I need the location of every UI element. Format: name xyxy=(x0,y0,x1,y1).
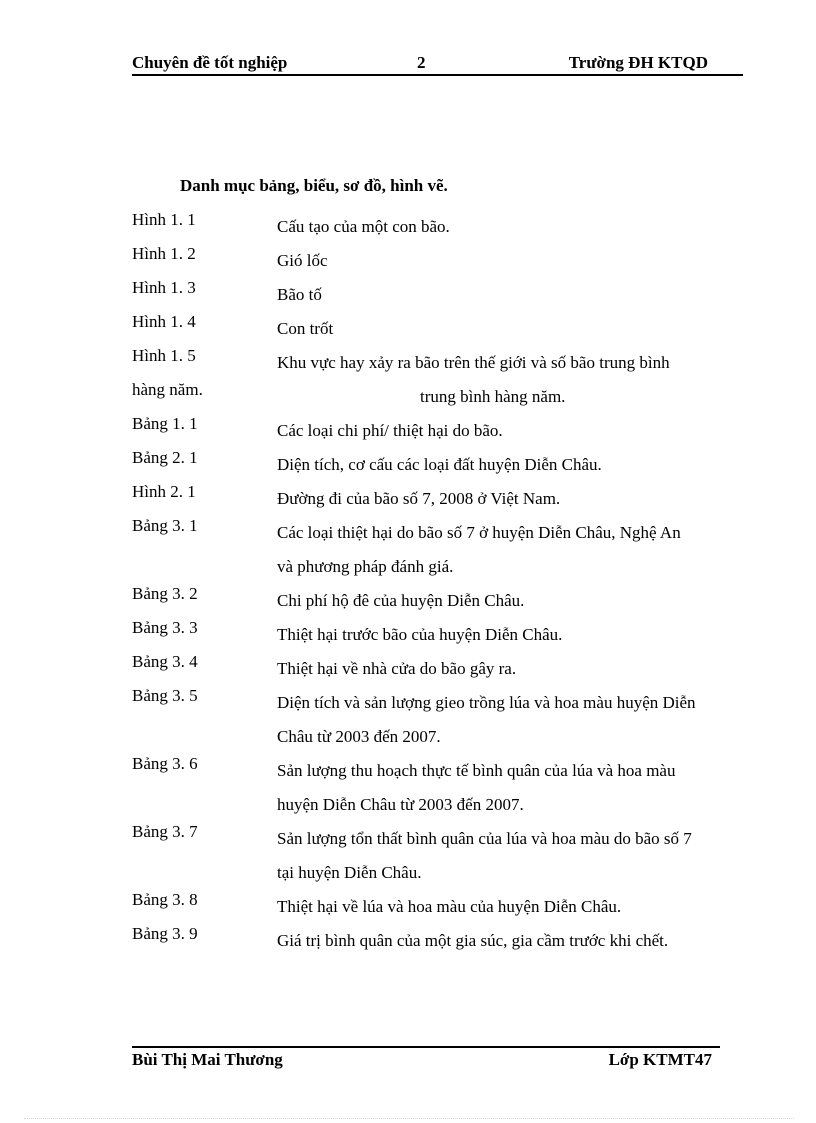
list-item-label: Bảng 3. 2 xyxy=(132,584,198,603)
footer-class: Lớp KTMT47 xyxy=(608,1050,712,1069)
list-item-label: Hình 1. 1 xyxy=(132,210,196,229)
list-item-caption: Diện tích, cơ cấu các loại đất huyện Diễn Châu. xyxy=(277,455,602,474)
list-item-caption: Con trốt xyxy=(277,319,334,338)
list-item-label: Hình 1. 4 xyxy=(132,312,196,331)
page-bottom-edge xyxy=(24,1118,794,1119)
list-item-caption: huyện Diễn Châu từ 2003 đến 2007. xyxy=(277,795,524,814)
list-item-caption: Sản lượng tổn thất bình quân của lúa và hoa màu do bão số 7 xyxy=(277,829,692,848)
list-item xyxy=(132,822,742,890)
list-item-caption: Khu vực hay xảy ra bão trên thế giới và số bão trung bình xyxy=(277,353,670,372)
list-item-label: Bảng 3. 7 xyxy=(132,822,198,841)
list-item-label: Hình 1. 3 xyxy=(132,278,196,297)
list-item xyxy=(132,618,742,652)
list-item-label: Hình 1. 2 xyxy=(132,244,196,263)
list-item xyxy=(132,890,742,924)
list-item-label: Hình 2. 1 xyxy=(132,482,196,501)
list-item-caption: Bão tố xyxy=(277,285,322,304)
list-item-label: Bảng 3. 3 xyxy=(132,618,198,637)
list-item-caption: Giá trị bình quân của một gia súc, gia cầm trước khi chết. xyxy=(277,931,669,950)
list-item xyxy=(132,448,742,482)
list-item-label: Bảng 3. 1 xyxy=(132,516,198,535)
list-item-caption: trung bình hàng năm. xyxy=(420,387,566,406)
list-item xyxy=(132,414,742,448)
list-item-label: Bảng 3. 9 xyxy=(132,924,198,943)
list-item-caption: Châu từ 2003 đến 2007. xyxy=(277,727,441,746)
list-item xyxy=(132,652,742,686)
list-item-caption: Thiệt hại về nhà cửa do bão gây ra. xyxy=(277,659,517,678)
page-header xyxy=(132,53,742,75)
footer-rule xyxy=(132,1046,720,1048)
list-item-caption: Thiệt hại về lúa và hoa màu của huyện Diễn Châu. xyxy=(277,897,622,916)
list-item xyxy=(132,380,742,414)
list-item-label: Bảng 3. 6 xyxy=(132,754,198,773)
list-item-label: Bảng 3. 5 xyxy=(132,686,198,705)
list-item-caption: Diện tích và sản lượng gieo trồng lúa và hoa màu huyện Diễn xyxy=(277,693,696,712)
list-item xyxy=(132,278,742,312)
list-item-label: Bảng 3. 4 xyxy=(132,652,198,671)
list-item xyxy=(132,686,742,754)
list-item xyxy=(132,346,742,380)
list-item xyxy=(132,210,742,244)
list-item-caption: Chi phí hộ đê của huyện Diễn Châu. xyxy=(277,591,525,610)
list-item-caption: Các loại chi phí/ thiệt hại do bão. xyxy=(277,421,503,440)
list-item xyxy=(132,584,742,618)
list-item-caption: Cấu tạo của một con bão. xyxy=(277,217,450,236)
list-item-label: Bảng 1. 1 xyxy=(132,414,198,433)
header-page-number: 2 xyxy=(417,53,426,72)
footer-author: Bùi Thị Mai Thương xyxy=(132,1050,283,1069)
list-item-caption: Sản lượng thu hoạch thực tế bình quân của lúa và hoa màu xyxy=(277,761,676,780)
list-item xyxy=(132,924,742,958)
list-item-label: Hình 1. 5 xyxy=(132,346,196,365)
list-item xyxy=(132,516,742,584)
list-item-label: Bảng 3. 8 xyxy=(132,890,198,909)
list-item-label: hàng năm. xyxy=(132,380,203,399)
list-item xyxy=(132,482,742,516)
list-item-caption: Đường đi của bão số 7, 2008 ở Việt Nam. xyxy=(277,489,561,508)
list-item-caption: Các loại thiệt hại do bão số 7 ở huyện Diễn Châu, Nghệ An xyxy=(277,523,681,542)
list-item-label: Bảng 2. 1 xyxy=(132,448,198,467)
list-item-caption: và phương pháp đánh giá. xyxy=(277,557,454,576)
list-title: Danh mục bảng, biểu, sơ đồ, hình vẽ. xyxy=(180,176,448,195)
list-item xyxy=(132,244,742,278)
header-rule xyxy=(132,74,743,76)
list-item-caption: Thiệt hại trước bão của huyện Diễn Châu. xyxy=(277,625,563,644)
list-item-caption: tại huyện Diễn Châu. xyxy=(277,863,422,882)
figure-table-list xyxy=(132,210,742,958)
header-university: Trường ĐH KTQD xyxy=(568,53,708,72)
list-item-caption: Gió lốc xyxy=(277,251,328,270)
list-item xyxy=(132,754,742,822)
header-document-type: Chuyên đề tốt nghiệp xyxy=(132,53,288,72)
list-item xyxy=(132,312,742,346)
